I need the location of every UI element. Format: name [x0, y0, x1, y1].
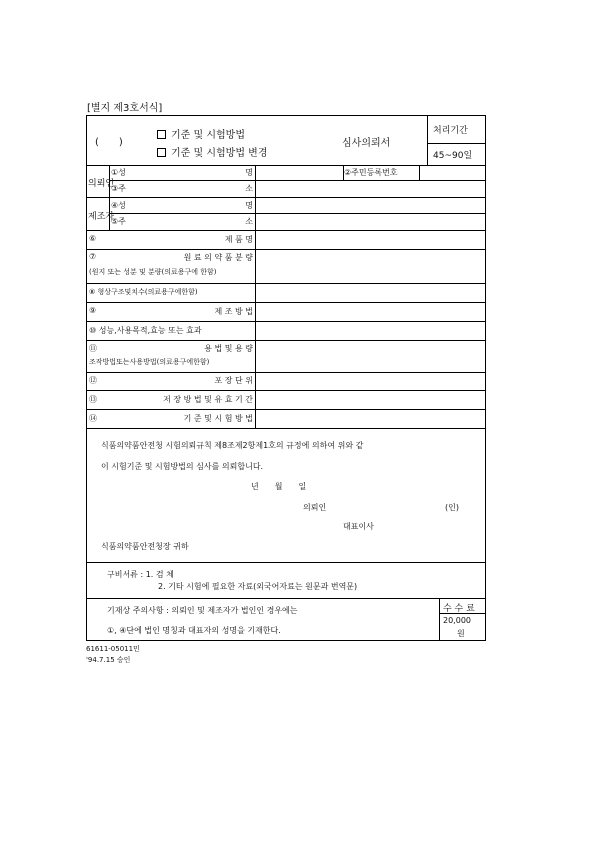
- processing-period-value: 45~90일: [433, 151, 473, 161]
- signer-applicant-label: 의뢰인: [303, 503, 327, 512]
- applicant-group-label: 의뢰인: [88, 179, 115, 189]
- raw-material-sublabel: (원지 또는 성분 및 분량(의료용구에 한함): [89, 268, 217, 276]
- efficacy-label: ⑩ 성능,사용목적,효능 또는 효과: [89, 326, 202, 335]
- fee-unit: 원: [457, 629, 465, 638]
- request-text-line2: 이 시험기준 및 시험방법의 심사를 의뢰합니다.: [101, 462, 264, 471]
- seal-mark: (인): [445, 503, 459, 512]
- processing-period-label: 처리기간: [433, 126, 468, 136]
- checkbox-icon[interactable]: [157, 130, 166, 139]
- shape-structure-label: ⑧ 형상구조및치수(의료용구에한함): [89, 288, 198, 296]
- approval-date: '94.7.15 승인: [86, 656, 131, 664]
- form-code: 61611-05011민: [86, 645, 140, 653]
- addressee: 식품의약품안전청장 귀하: [101, 542, 189, 551]
- option-standard[interactable]: 기준 및 시험방법: [157, 126, 245, 141]
- representative-label: 대표이사: [343, 522, 374, 531]
- fee-label: 수 수 료: [443, 604, 475, 614]
- test-method-label: ⑭ 기 준 및 시 험 방 법: [89, 414, 253, 423]
- product-name-label: ⑥ 제 품 명: [89, 234, 253, 244]
- option-standard-change[interactable]: 기준 및 시험방법 변경: [157, 144, 267, 159]
- request-form: [86, 115, 486, 641]
- applicant-address-label: ③주 소: [111, 184, 253, 193]
- applicant-address-field[interactable]: [256, 181, 485, 197]
- product-name-field[interactable]: [256, 231, 485, 249]
- manufacturing-method-label: ⑨ 제 조 방 법: [89, 306, 253, 316]
- manufacturer-address-label: ⑤주 소: [111, 217, 253, 226]
- form-title: 심사의뢰서: [342, 138, 391, 149]
- fee-amount: 20,000: [443, 616, 471, 625]
- package-unit-label: ⑫ 포 장 단 위: [89, 376, 253, 385]
- raw-material-field[interactable]: [256, 250, 485, 283]
- checkbox-icon[interactable]: [157, 148, 166, 157]
- raw-material-label: ⑦ 원 료 의 약 품 분 량: [89, 252, 253, 262]
- request-date: 년 월 일: [251, 482, 307, 491]
- notes-line1: 기재상 주의사항 : 의뢰인 및 제조자가 법인인 경우에는: [107, 606, 298, 615]
- applicant-name-label: ①성 명: [111, 168, 253, 177]
- manufacturer-group-label: 제조자: [88, 212, 115, 222]
- request-text-line1: 식품의약품안전청 시험의뢰규칙 제8조제2항제1호의 규정에 의하여 위와 같: [101, 441, 364, 450]
- storage-validity-label: ⑬ 저 장 방 법 및 유 효 기 간: [89, 395, 253, 404]
- form-caption: [별지 제3호서식]: [87, 103, 163, 114]
- usage-dosage-label: ⑪ 용 법 및 용 량: [89, 344, 253, 353]
- usage-dosage-sublabel: 조작방법또는사용방법(의료용구에한함): [89, 358, 210, 366]
- notes-line2: ①, ④단에 법인 명칭과 대표자의 성명을 기재한다.: [107, 626, 281, 635]
- paren-blank: ( ): [95, 137, 123, 148]
- manufacturer-name-label: ④성 명: [111, 201, 253, 210]
- required-documents-item2: 2. 기타 시험에 필요한 자료(외국어자료는 원문과 번역문): [158, 582, 358, 591]
- resident-number-label: ②주민등록번호: [344, 168, 398, 177]
- required-documents-label: 구비서류 : 1. 검 체: [107, 570, 174, 579]
